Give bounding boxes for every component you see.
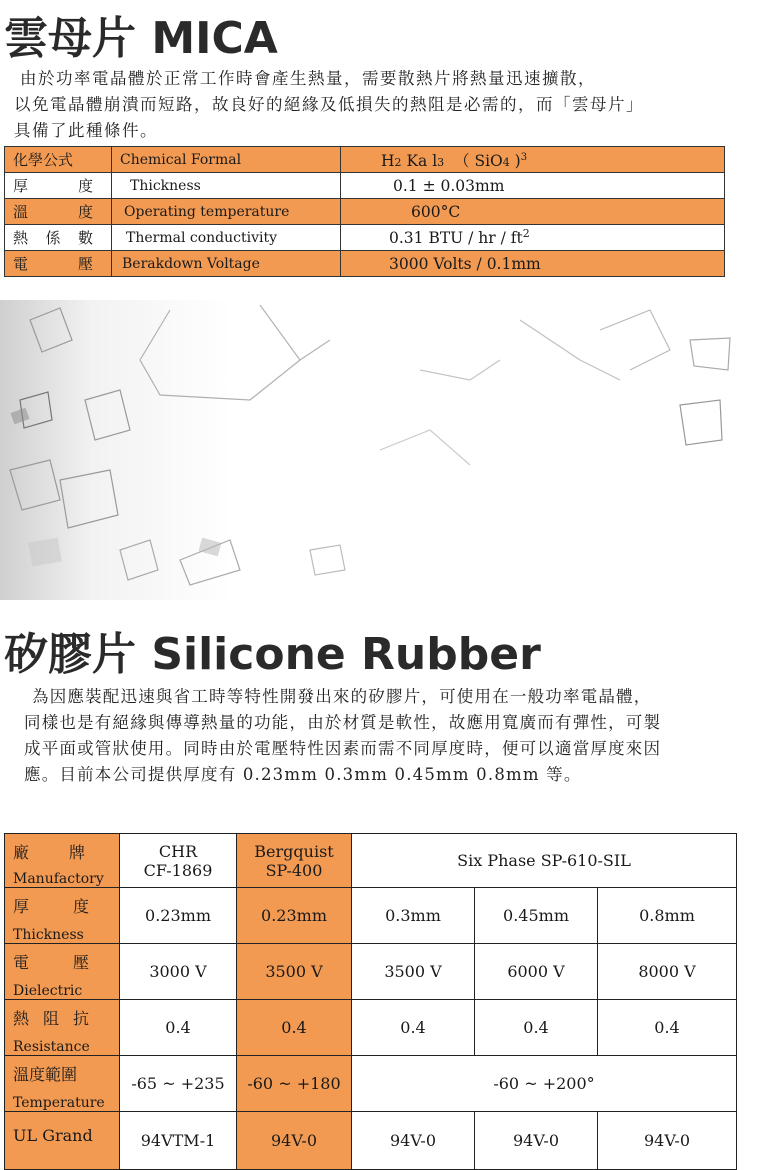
row-label: [5, 173, 112, 199]
row-label-cn: 溫: [13, 203, 29, 221]
row-label-en: Resistance: [13, 1039, 90, 1055]
row-label-cn: 抗: [72, 1009, 89, 1028]
row-label-cn: 化學公式: [13, 151, 74, 169]
brand-model: SP-400: [265, 860, 323, 880]
cell: 0.3mm: [352, 888, 475, 944]
row-label-en: Operating temperature: [112, 199, 341, 225]
row-label-cn: 溫度範圍: [13, 1065, 78, 1084]
cell: -60 ~ +180: [237, 1056, 352, 1112]
row-label: [5, 888, 120, 944]
paragraph-line: 以免電晶體崩潰而短路，故良好的絕緣及低損失的熱阻是必需的，而「雲母片」: [14, 95, 644, 114]
table-row: [5, 834, 737, 888]
row-label: [5, 1056, 120, 1112]
brand-bergquist: [237, 834, 352, 888]
brand-name: CHR: [158, 841, 198, 861]
table-row: [5, 888, 737, 944]
row-label-cn: 廠: [13, 843, 30, 862]
cell: 0.23mm: [237, 888, 352, 944]
row-label-en: UL Grand: [13, 1126, 93, 1145]
row-label-cn: 阻: [42, 1009, 59, 1028]
cell: 0.45mm: [475, 888, 598, 944]
cell: 94VTM-1: [120, 1112, 237, 1170]
cell: 0.8mm: [598, 888, 737, 944]
cell: 8000 V: [598, 944, 737, 1000]
row-label: [5, 147, 112, 173]
row-label-cn: 度: [77, 177, 93, 195]
cell: 0.4: [120, 1000, 237, 1056]
row-label-en: Dielectric: [13, 983, 83, 999]
table-row: [5, 1112, 737, 1170]
table-row: [5, 944, 737, 1000]
row-label-cn: 係: [45, 229, 61, 247]
silicone-paragraph: [24, 684, 661, 788]
row-label-cn: 熱: [13, 229, 29, 247]
cell: 0.4: [237, 1000, 352, 1056]
cell: 0.4: [352, 1000, 475, 1056]
row-label-cn: 數: [77, 229, 93, 247]
row-label-cn: 度: [72, 897, 89, 916]
row-label: [5, 1000, 120, 1056]
row-label-en: Chemical Formal: [112, 147, 341, 173]
table-row: [5, 199, 725, 225]
row-label-cn: 厚: [13, 897, 30, 916]
brand-sixphase: Six Phase SP-610-SIL: [352, 834, 737, 888]
mica-title: 雲母片 MICA: [4, 13, 278, 64]
conductivity-value: 0.31 BTU / hr / $ft^2$: [341, 225, 725, 251]
row-label-cn: 電: [13, 953, 30, 972]
paragraph-line: 應。目前本公司提供厚度有 0.23mm 0.3mm 0.45mm 0.8mm 等。: [24, 765, 582, 784]
row-label: [5, 225, 112, 251]
paragraph-line: 同樣也是有絕緣與傳導熱量的功能，由於材質是軟性，故應用寬廣而有彈性，可製: [24, 713, 662, 732]
row-label: [5, 944, 120, 1000]
row-label-cn: 度: [77, 203, 93, 221]
cell: -60 ~ +200°: [352, 1056, 737, 1112]
cell: 3500 V: [352, 944, 475, 1000]
cell: 94V-0: [598, 1112, 737, 1170]
row-label: [5, 199, 112, 225]
row-label-en: Temperature: [13, 1095, 105, 1111]
silicone-title: 矽膠片 Silicone Rubber: [4, 629, 541, 680]
row-label-en: Berakdown Voltage: [112, 251, 341, 277]
table-row: [5, 251, 725, 277]
row-label-en: Manufactory: [13, 871, 104, 887]
temperature-value: 600°C: [341, 199, 725, 225]
cell: 94V-0: [475, 1112, 598, 1170]
row-label-cn: 厚: [13, 177, 29, 195]
mica-spec-table: [4, 146, 725, 277]
row-label-cn: 電: [13, 255, 29, 273]
row-label-cn: 壓: [77, 255, 93, 273]
cell: 0.23mm: [120, 888, 237, 944]
brand-model: CF-1869: [143, 860, 213, 880]
brand-name: Bergquist: [254, 841, 334, 861]
paragraph-line: 具備了此種條件。: [14, 121, 158, 140]
cell: 94V-0: [237, 1112, 352, 1170]
cell: 6000 V: [475, 944, 598, 1000]
paragraph-line: 由於功率電晶體於正常工作時會產生熱量，需要散熱片將熱量迅速擴散，: [20, 69, 596, 88]
mica-samples-illustration: [0, 300, 771, 600]
table-row: [5, 1056, 737, 1112]
table-row: [5, 225, 725, 251]
thickness-value: 0.1 ± 0.03mm: [341, 173, 725, 199]
table-row: [5, 173, 725, 199]
mica-paragraph: [14, 66, 644, 144]
silicone-spec-table: [4, 833, 737, 1170]
row-label-en: Thickness: [112, 173, 341, 199]
cell: 3000 V: [120, 944, 237, 1000]
cell: 3500 V: [237, 944, 352, 1000]
cell: 94V-0: [352, 1112, 475, 1170]
row-label-cn: 壓: [72, 953, 89, 972]
formula-value: H2 Ka l3 （ SiO4 )$^3$: [341, 147, 725, 173]
voltage-value: 3000 Volts / 0.1mm: [341, 251, 725, 277]
cell: 0.4: [598, 1000, 737, 1056]
row-label-cn: 牌: [68, 843, 85, 862]
row-label-en: Thickness: [13, 927, 84, 943]
brand-chr: [120, 834, 237, 888]
paragraph-line: 成平面或管狀使用。同時由於電壓特性因素而需不同厚度時，便可以適當厚度來因: [24, 739, 662, 758]
table-row: [5, 1000, 737, 1056]
row-label: [5, 251, 112, 277]
row-label: [5, 834, 120, 888]
cell: -65 ~ +235: [120, 1056, 237, 1112]
row-label: [5, 1112, 120, 1170]
row-label-en: Thermal conductivity: [112, 225, 341, 251]
paragraph-line: 為因應裝配迅速與省工時等特性開發出來的矽膠片，可使用在一般功率電晶體，: [32, 687, 652, 706]
row-label-cn: 熱: [13, 1009, 30, 1028]
cell: 0.4: [475, 1000, 598, 1056]
table-row: [5, 147, 725, 173]
